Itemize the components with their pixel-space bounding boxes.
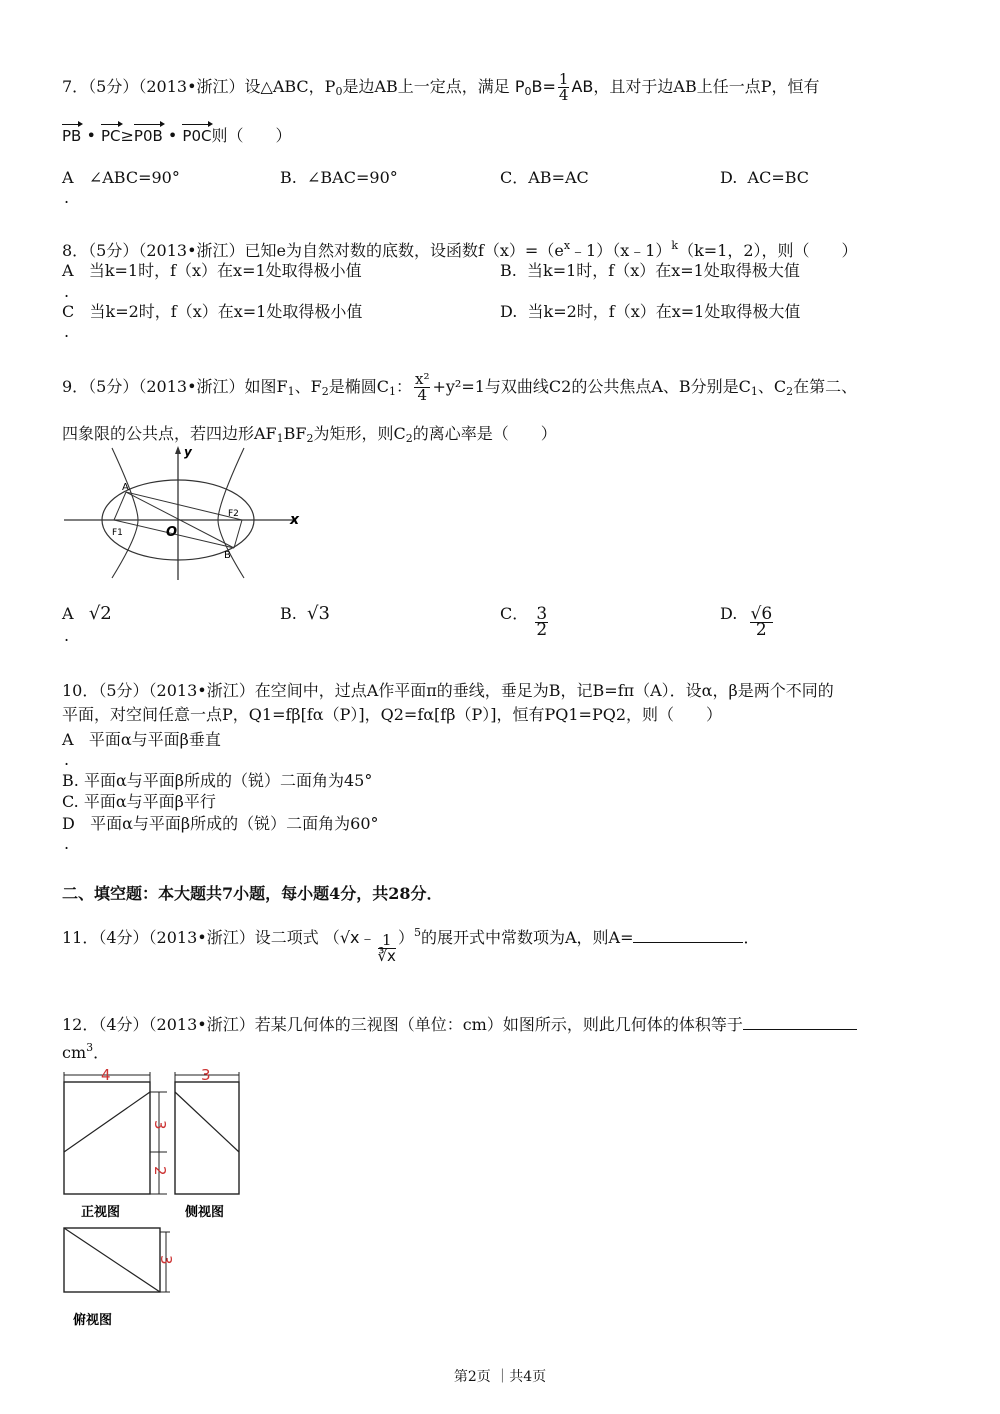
q12-unit: $cm^3$． [62, 1041, 110, 1062]
q12-front-view [64, 1082, 150, 1194]
section-2-heading: 二、填空题：本大题共7小题，每小题4分，共28分． [62, 884, 443, 903]
q12-stem: 12．（4分）（2013•浙江）若某几何体的三视图（单位：cm）如图所示，则此几何体的体积等于 [62, 1015, 857, 1035]
q12-top-height-label: 3 [157, 1255, 175, 1265]
q7-option-a: A ∠ABC=90° [62, 168, 180, 187]
q8-option-d: D. 当k=2时，f（x）在x=1处取得极大值 [500, 302, 801, 321]
q9-figure [60, 444, 310, 584]
q9-label-b: B [224, 550, 231, 561]
q12-top-view-label: 俯视图 [73, 1313, 113, 1328]
page-footer: 第2页 ｜共4页 [453, 1369, 547, 1385]
q11-stem: 11．（4分）（2013•浙江）设二项式 （√x﹣ $\frac{1}{∛x}$ ）$^5$的展开式中常数项为A，则A= ． [62, 926, 760, 965]
q7-option-d: D. AC=BC [720, 168, 810, 187]
q10-stem-line1: 10．（5分）（2013•浙江）在空间中，过点A作平面π的垂线，垂足为B，记B=fπ（A）．设α，β是两个不同的 [62, 681, 834, 700]
q9-option-d-fraction: $\frac{√6}{2}$ [750, 604, 773, 640]
q12-side-width-label: 3 [201, 1068, 211, 1084]
q8-option-b: B. 当k=1时，f（x）在x=1处取得极大值 [500, 261, 800, 280]
q12-top-diagonal [64, 1228, 160, 1292]
q9-label-f1: F1 [112, 528, 123, 538]
q8-option-a-dot: . [64, 282, 70, 301]
q9-y-arrow [175, 446, 181, 454]
q8-stem: 8．（5分）（2013•浙江）已知e为自然对数的底数，设函数$f(x)=(e^x﹣1)(x﹣1)^k(k=1$，2），则（ ） [62, 239, 858, 260]
q10-option-d-dot: . [64, 834, 70, 853]
q12-front-view-label: 正视图 [81, 1205, 121, 1220]
q12-front-height2-label: 2 [151, 1166, 169, 1176]
q10-option-b: B. 平面α与平面β所成的（锐）二面角为45° [62, 771, 373, 790]
q9-option-d: D. $\frac{√6}{2}$ [720, 604, 773, 640]
q12-side-view [175, 1082, 239, 1194]
q7-option-c: C．AB=AC [500, 168, 589, 187]
q8-option-c-dot: . [64, 322, 70, 341]
q12-three-views [55, 1068, 255, 1330]
q7-option-a-dot: . [64, 188, 70, 207]
q10-option-a: A 平面α与平面β垂直 [62, 730, 221, 749]
q12-front-height1-label: 3 [151, 1120, 169, 1130]
q8-option-a: A 当k=1时，f（x）在x=1处取得极小值 [62, 261, 362, 280]
q9-fraction: $\frac{\text{x²}}{4}$ [415, 370, 430, 404]
q10-option-c: C. 平面α与平面β平行 [62, 792, 216, 811]
q9-option-c-fraction: $\frac{3}{2}$ [536, 604, 548, 640]
q12-front-diagonal [64, 1092, 150, 1152]
q10-option-d: D 平面α与平面β所成的（锐）二面角为60° [62, 814, 379, 833]
q9-option-b: B. √3 [280, 603, 330, 624]
q12-answer-blank[interactable] [743, 1015, 857, 1030]
q9-label-f2: F2 [228, 509, 239, 519]
q9-label-a: A [122, 482, 129, 493]
q7-fraction: $\frac{1}{4}$ [558, 70, 569, 104]
q9-option-a: A √2 [62, 603, 112, 624]
q7-stem: 7．（5分）（2013•浙江）设△ABC，$P_0$是边AB上一定点，满足 $P_0B=$ $\frac{1}{4}$ AB，且对于边AB上任一点P，恒有 [62, 70, 820, 104]
q9-segment-f2b [234, 520, 242, 548]
q9-option-c: C． $\frac{3}{2}$ [500, 604, 548, 640]
q12-side-view-label: 侧视图 [185, 1205, 225, 1220]
q8-option-c: C 当k=2时，f（x）在x=1处取得极小值 [62, 302, 363, 321]
q9-hyperbola-left [112, 448, 138, 578]
q12-side-diagonal [175, 1092, 239, 1152]
q9-label-o: O [166, 525, 178, 540]
q7-option-b: B. ∠BAC=90° [280, 168, 398, 187]
q9-option-a-dot: . [64, 626, 70, 645]
q9-stem-line2: 四象限的公共点，若四边形$AF_1BF_2$为矩形，则$C_2$的离心率是（ ） [62, 424, 557, 445]
q11-answer-blank[interactable] [633, 928, 743, 943]
q10-option-a-dot: . [64, 750, 70, 769]
q11-fraction: $\frac{1}{∛x}$ [377, 931, 396, 965]
q12-front-width-label: 4 [101, 1068, 111, 1084]
q9-label-y: y [184, 445, 192, 459]
q9-segment-af2 [126, 492, 242, 520]
q9-label-x: x [290, 512, 300, 528]
q10-stem-line2: 平面，对空间任意一点P，Q1=fβ[fα（P）]，Q2=fα[fβ（P）]，恒有PQ1=PQ2，则（ ） [62, 705, 723, 724]
q9-stem-line1: 9．（5分）（2013•浙江）如图$F_1$、$F_2$是椭圆$C_1$： $\frac{\text{x²}}{4}$ +y²=1与双曲线C2的公共焦点A、B分别是$C_1$、$C_2$在第二、 [62, 370, 858, 404]
q7-vector-inequality: PB • PC≥P0B • P0C则（ ） [62, 122, 292, 146]
